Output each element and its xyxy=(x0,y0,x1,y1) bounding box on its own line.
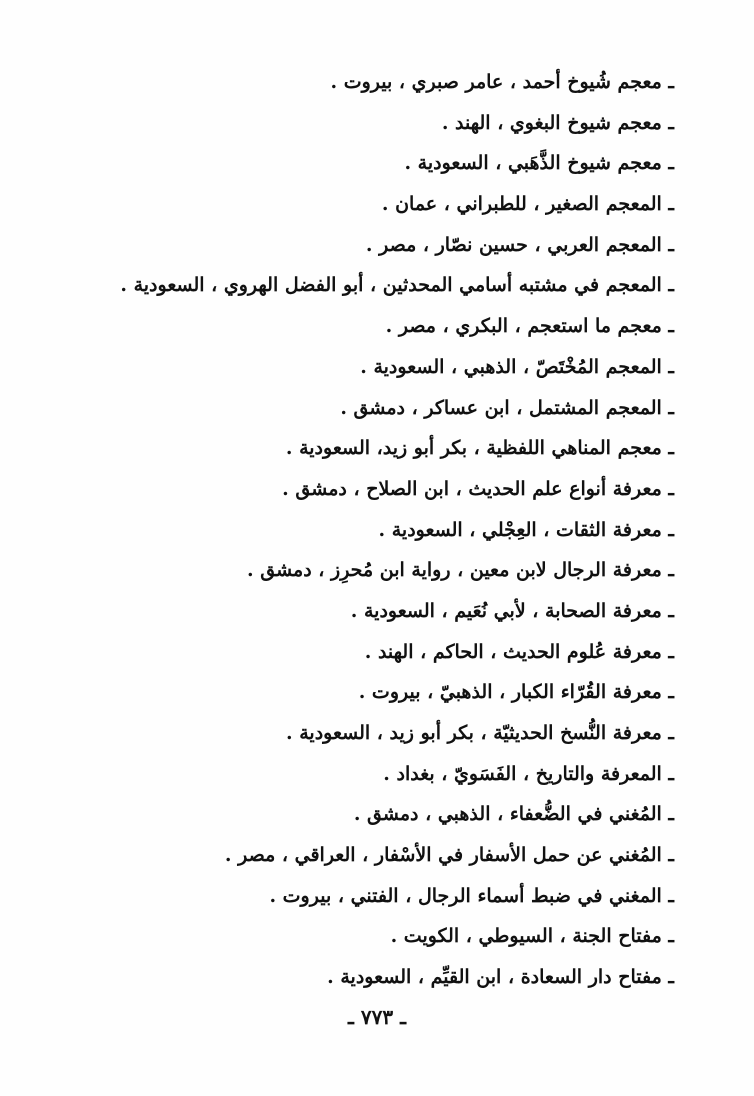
bibliography-entry: ـ المغني في ضبط أسماء الرجال ، الفتني ، بيروت . xyxy=(269,884,674,907)
bibliography-entry: ـ المعجم العربي ، حسين نصّار ، مصر . xyxy=(365,233,674,256)
bibliography-entry: ـ المُغني في الضُّعفاء ، الذهبي ، دمشق . xyxy=(353,803,674,826)
bibliography-entry: ـ معرفة الثقات ، العِجْلي ، السعودية . xyxy=(378,518,674,541)
bibliography-entry: ـ معجم المناهي اللفظية ، بكر أبو زيد، السعودية . xyxy=(285,437,674,460)
bibliography-entry: ـ معرفة أنواع علم الحديث ، ابن الصلاح ، دمشق . xyxy=(282,477,674,500)
bibliography-entry: ـ معجم شيوخ البغوي ، الهند . xyxy=(441,111,674,134)
bibliography-entry: ـ المعجم الصغير ، للطبراني ، عمان . xyxy=(381,193,674,216)
bibliography-entry: ـ معرفة الصحابة ، لأبي نُعَيم ، السعودية . xyxy=(350,599,674,622)
page-number: ـ ٧٧٣ ـ xyxy=(348,1005,406,1029)
bibliography-entry: ـ معجم شيوخ الذَّهَبي ، السعودية . xyxy=(404,152,674,175)
bibliography-entry: ـ المعجم في مشتبه أسامي المحدثين ، أبو الفضل الهروي ، السعودية . xyxy=(120,274,674,297)
bibliography-entry: ـ المُغني عن حمل الأسفار في الأسْفار ، العراقي ، مصر . xyxy=(224,844,674,867)
bibliography-entry: ـ المعجم المشتمل ، ابن عساكر ، دمشق . xyxy=(340,396,674,419)
bibliography-entry: ـ المعجم المُخْتَصّ ، الذهبي ، السعودية . xyxy=(360,355,674,378)
bibliography-entry: ـ معرفة القُرّاء الكبار ، الذهبيّ ، بيروت . xyxy=(358,681,674,704)
bibliography-entry: ـ معجم شُيوخ أحمد ، عامر صبري ، بيروت . xyxy=(330,71,674,93)
bibliography-entry: ـ معرفة عُلوم الحديث ، الحاكم ، الهند . xyxy=(364,640,674,663)
bibliography-list xyxy=(74,62,674,998)
bibliography-entry: ـ المعرفة والتاريخ ، الفَسَويّ ، بغداد . xyxy=(383,762,674,785)
bibliography-entry: ـ معجم ما استعجم ، البكري ، مصر . xyxy=(385,315,674,338)
bibliography-entry: ـ مفتاح دار السعادة ، ابن القيِّم ، السعودية . xyxy=(327,966,674,989)
bibliography-entry: ـ مفتاح الجنة ، السيوطي ، الكويت . xyxy=(390,925,674,948)
bibliography-entry: ـ معرفة النُّسخ الحديثيّة ، بكر أبو زيد ، السعودية . xyxy=(286,722,674,744)
bibliography-entry: ـ معرفة الرجال لابن معين ، رواية ابن مُحرِز ، دمشق . xyxy=(247,559,674,582)
